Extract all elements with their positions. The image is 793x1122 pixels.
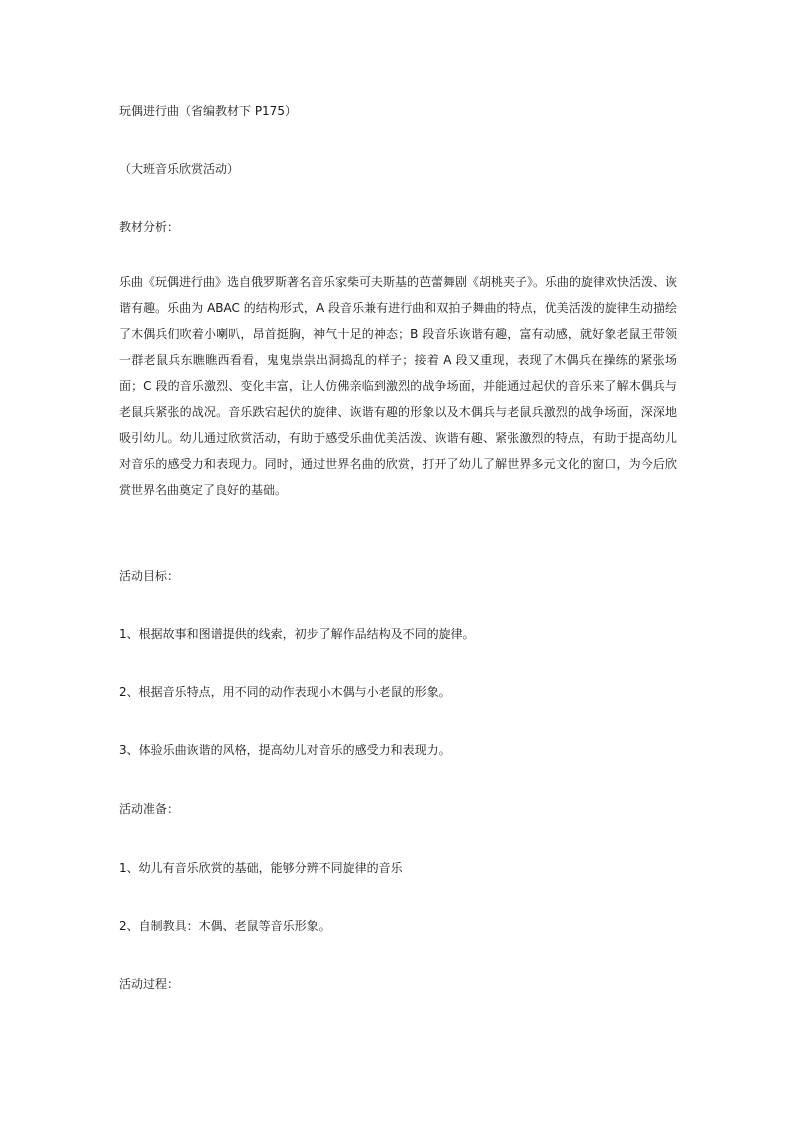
document-title: 玩偶进行曲（省编教材下 P175）	[119, 104, 297, 118]
analysis-paragraph: 乐曲《玩偶进行曲》选自俄罗斯著名音乐家柴可夫斯基的芭蕾舞剧《胡桃夹子》。乐曲的旋律欢快活泼、诙谐有趣。乐曲为 ABAC 的结构形式，A 段音乐兼有进行曲和双拍子舞曲的特点，优美活泼的旋律生动描绘了木偶兵们吹着小喇叭，昂首挺胸，神气十足的神态；B 段音乐诙谐有趣，富有动感，就好象老鼠王带领一群老鼠兵东瞧瞧西看看，鬼鬼祟祟出洞捣乱的样子；接着 A 段又重现，表现了木偶兵在操练的紧张场面；C 段的音乐激烈、变化丰富，让人仿佛亲临到激烈的战争场面，并能通过起伏的音乐来了解木偶兵与老鼠兵紧张的战况。音乐跌宕起伏的旋律、诙谐有趣的形象以及木偶兵与老鼠兵激烈的战争场面，深深地吸引幼儿。幼儿通过欣赏活动，有助于感受乐曲优美活泼、诙谐有趣、紧张激烈的特点，有助于提高幼儿对音乐的感受力和表现力。同时，通过世界名曲的欣赏，打开了幼儿了解世界多元文化的窗口，为今后欣赏世界名曲奠定了良好的基础。	[119, 275, 678, 497]
prep-heading: 活动准备：	[119, 802, 180, 816]
process-heading: 活动过程：	[119, 977, 180, 991]
document-subtitle: （大班音乐欣赏活动）	[119, 162, 240, 176]
analysis-heading: 教材分析：	[119, 220, 180, 234]
prep-item-2: 2、自制教具：木偶、老鼠等音乐形象。	[119, 919, 331, 933]
goal-item-2: 2、根据音乐特点，用不同的动作表现小木偶与小老鼠的形象。	[119, 685, 451, 699]
prep-item-1: 1、幼儿有音乐欣赏的基础，能够分辨不同旋律的音乐	[119, 861, 403, 875]
goals-heading: 活动目标：	[119, 569, 180, 583]
goal-item-3: 3、体验乐曲诙谐的风格，提高幼儿对音乐的感受力和表现力。	[119, 743, 451, 757]
goal-item-1: 1、根据故事和图谱提供的线索，初步了解作品结构及不同的旋律。	[119, 627, 475, 641]
